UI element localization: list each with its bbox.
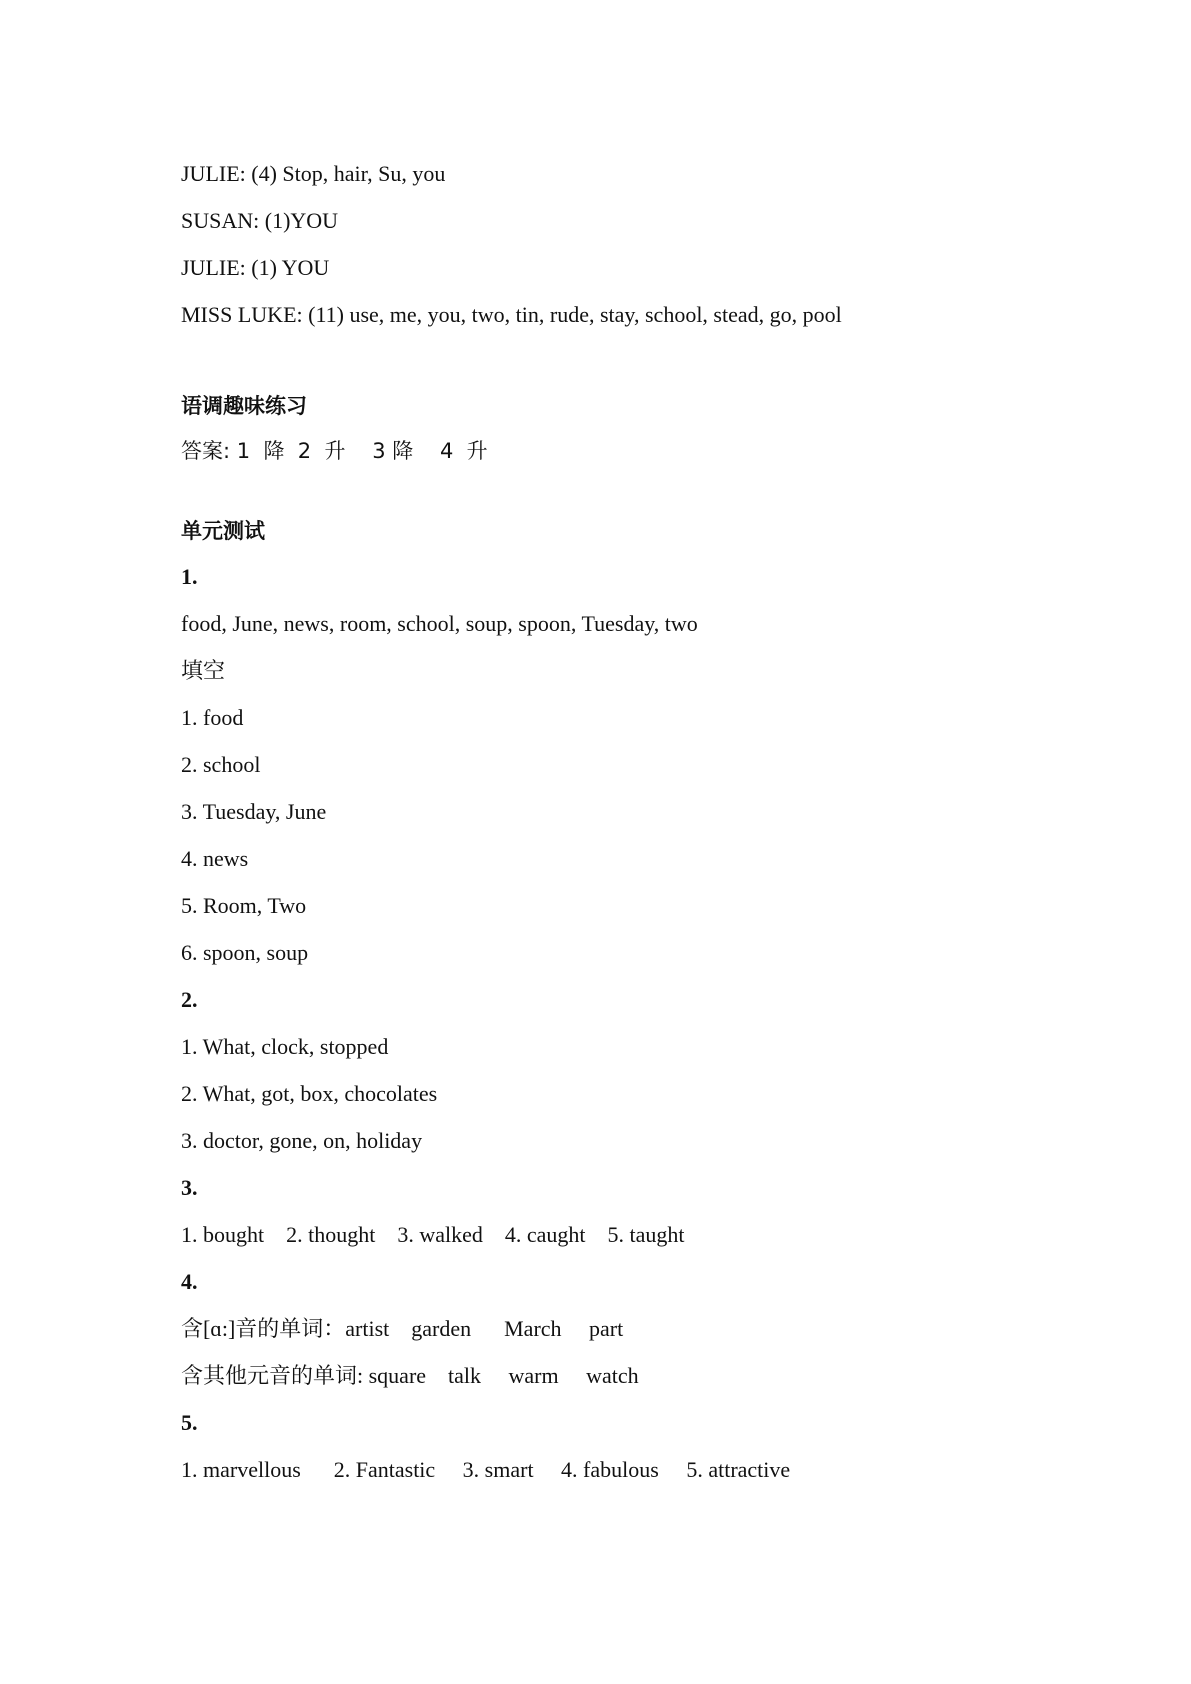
spacer (181, 474, 1081, 509)
answer-line: 2. What, got, box, chocolates (181, 1081, 438, 1106)
answer-line: 3. doctor, gone, on, holiday (181, 1128, 423, 1153)
dialogue-line: MISS LUKE: (11) use, me, you, two, tin, rude, stay, school, stead, go, pool (181, 302, 842, 327)
answer-line: 6. spoon, soup (181, 940, 309, 965)
answer-line: 1. marvellous 2. Fantastic 3. smart 4. fabulous 5. attractive (181, 1457, 791, 1482)
dialogue-section (181, 150, 1081, 338)
question-number: 1. (181, 564, 198, 589)
answer-line: 1. What, clock, stopped (181, 1034, 389, 1059)
intonation-section (181, 384, 1081, 474)
fill-in-label: 填空 (181, 658, 226, 683)
answer-line: 3. Tuesday, June (181, 799, 327, 824)
answer-line: 4. news (181, 846, 249, 871)
spacer (181, 338, 1081, 384)
unit-test-heading: 单元测试 (181, 519, 265, 543)
unit-test-section (181, 509, 1081, 1493)
word-list: food, June, news, room, school, soup, spoon, Tuesday, two (181, 611, 698, 636)
dialogue-line: JULIE: (4) Stop, hair, Su, you (181, 161, 446, 186)
intonation-heading: 语调趣味练习 (181, 394, 307, 418)
question-number: 5. (181, 1410, 198, 1435)
answer-line: 2. school (181, 752, 261, 777)
question-number: 4. (181, 1269, 198, 1294)
question-number: 3. (181, 1175, 198, 1200)
answer-line: 含其他元音的单词: square talk warm watch (181, 1363, 639, 1388)
answer-line: 含[ɑ:]音的单词：artist garden March part (181, 1316, 624, 1341)
question-number: 2. (181, 987, 198, 1012)
answer-line: 1. food (181, 705, 244, 730)
answer-line: 1. bought 2. thought 3. walked 4. caught 5. taught (181, 1222, 685, 1247)
answer-line: 5. Room, Two (181, 893, 307, 918)
dialogue-line: SUSAN: (1)YOU (181, 208, 339, 233)
answer-page (181, 150, 1081, 1493)
dialogue-line: JULIE: (1) YOU (181, 255, 330, 280)
intonation-answer: 答案: 1 降 2 升 3 降 4 升 (181, 439, 488, 463)
